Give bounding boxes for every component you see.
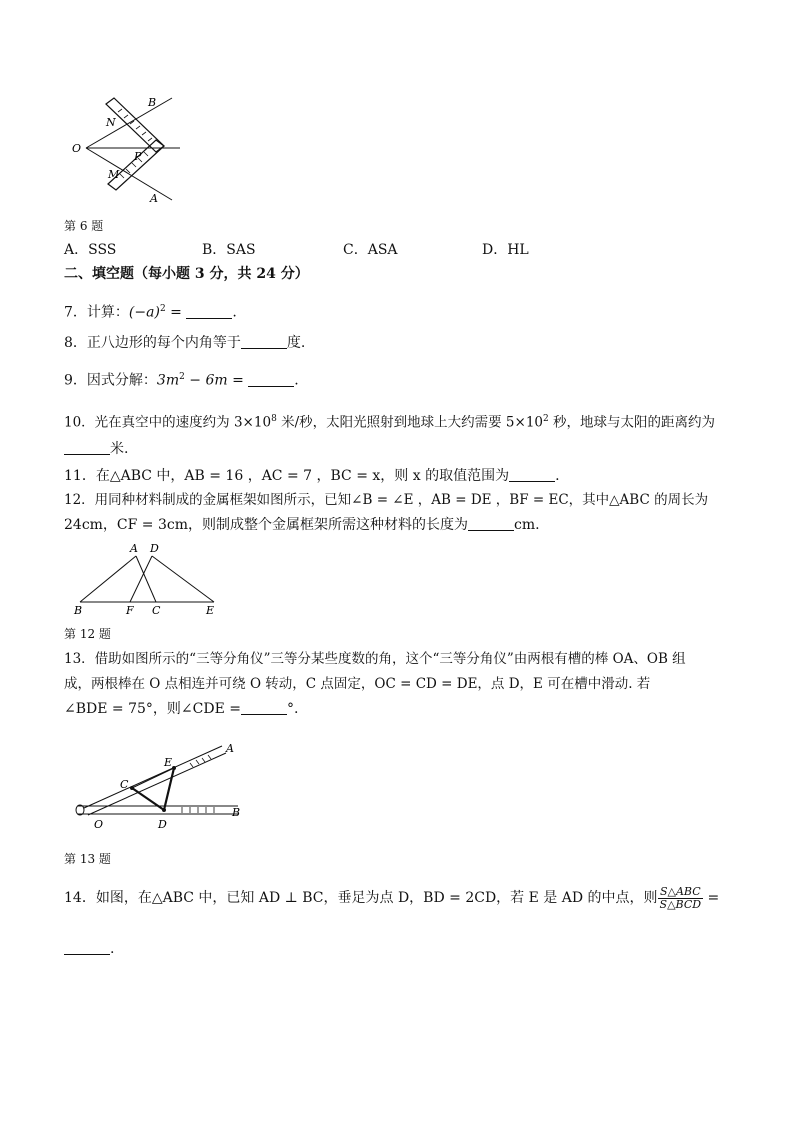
q12-label-E: E — [206, 604, 215, 616]
q6-label-B: B — [148, 96, 157, 109]
q6-label-A: A — [150, 192, 158, 205]
question-12-line2 — [64, 516, 540, 534]
question-7 — [64, 300, 237, 322]
q9-end: . — [294, 372, 299, 389]
q7-text: 7．计算： — [64, 304, 129, 321]
q6-label-P: P — [134, 150, 142, 163]
question-11 — [64, 467, 560, 485]
q12-label-C: C — [152, 604, 161, 616]
question-14-line1 — [64, 880, 719, 916]
q7-expr: (−a) — [128, 304, 160, 321]
q11-end: . — [555, 468, 560, 484]
q10-text-c: 秒，地球与太阳的距离约为 — [548, 414, 716, 431]
q10-exp1: 8 — [271, 414, 277, 424]
q6-options — [64, 241, 564, 259]
q9-answer-blank[interactable] — [248, 372, 294, 387]
q6-caption: 第 6 题 — [64, 219, 104, 233]
q13-label-B: B — [232, 806, 241, 819]
q9-expr2: − 6m = — [184, 372, 249, 389]
q6-label-O: O — [72, 142, 82, 155]
q9-exp: 2 — [179, 372, 185, 382]
q13-label-E: E — [164, 756, 173, 769]
q12-label-D: D — [150, 542, 159, 555]
q8-answer-blank[interactable] — [241, 334, 287, 349]
q8-end: 度. — [286, 335, 306, 351]
q8-text: 8．正八边形的每个内角等于 — [64, 335, 241, 351]
q6-option-b[interactable]: B．SAS — [202, 242, 256, 258]
q12-caption: 第 12 题 — [64, 627, 111, 641]
question-14-line2 — [64, 940, 114, 958]
q14-fraction — [658, 886, 704, 911]
question-12-line1: 12．用同种材料制成的金属框架如图所示，已知∠B = ∠E ，AB = DE ，BF = EC，其中△ABC 的周长为 — [64, 492, 709, 508]
q9-text: 9．因式分解： — [64, 372, 157, 389]
question-13-line1: 13．借助如图所示的“三等分角仪”三等分某些度数的角，这个“三等分角仪”由两根有槽的棒 OA、OB 组 — [64, 651, 686, 667]
q13-text: ∠BDE = 75°，则∠CDE = — [64, 701, 241, 717]
q13-label-O: O — [94, 818, 104, 830]
q10-answer-blank[interactable] — [64, 440, 110, 455]
q6-figure — [68, 90, 198, 210]
question-10-line1 — [64, 410, 715, 432]
q10-text-b: 米/秒，太阳光照射到地球上大约需要 5×10 — [276, 414, 544, 431]
q7-answer-blank[interactable] — [186, 304, 232, 319]
q6-label-M: M — [108, 168, 120, 181]
question-8 — [64, 334, 305, 352]
q10-exp2: 2 — [543, 414, 549, 424]
q13-figure — [70, 738, 250, 830]
q13-label-D: D — [158, 818, 167, 830]
q13-end: °. — [286, 701, 299, 717]
question-13-line2: 成，两根棒在 O 点相连并可绕 O 转动，C 点固定，OC = CD = DE，点 D，E 可在槽中滑动. 若 — [64, 676, 651, 692]
q9-expr1: 3m — [156, 372, 180, 389]
q14-fraction-denominator: S△BCD — [659, 897, 702, 911]
question-13-line3 — [64, 700, 298, 718]
q6-option-d[interactable]: D．HL — [482, 242, 529, 258]
q6-label-N: N — [106, 116, 116, 129]
q7-end: . — [232, 304, 237, 321]
q14-fraction-numerator: S△ABC — [658, 886, 704, 899]
q14-text: 14．如图，在△ABC 中，已知 AD ⊥ BC，垂足为点 D，BD = 2CD，若 E 是 AD 的中点，则 — [64, 890, 658, 906]
q7-exp: 2 — [159, 304, 166, 314]
q10-end: 米. — [110, 441, 129, 457]
q13-caption: 第 13 题 — [64, 852, 111, 866]
q12-label-B: B — [74, 604, 83, 616]
q11-text: 11．在△ABC 中，AB = 16 ，AC = 7 ，BC = x，则 x 的取值范围为 — [64, 468, 510, 484]
question-10-line2 — [64, 440, 128, 458]
q12-label-A: A — [130, 542, 138, 555]
q6-option-c[interactable]: C．ASA — [343, 242, 398, 258]
q12-answer-blank[interactable] — [468, 516, 514, 531]
q13-answer-blank[interactable] — [241, 700, 287, 715]
q13-label-C: C — [120, 778, 129, 791]
q6-option-a[interactable]: A．SSS — [64, 242, 117, 258]
q13-label-A: A — [226, 742, 234, 755]
q11-answer-blank[interactable] — [509, 467, 555, 482]
q14-eq: = — [703, 890, 720, 906]
question-9 — [64, 368, 299, 390]
q14-end: . — [110, 941, 115, 957]
q10-text-a: 10．光在真空中的速度约为 3×10 — [64, 414, 272, 431]
q12-label-F: F — [126, 604, 134, 616]
section2-title: 二、填空题（每小题 3 分，共 24 分） — [64, 266, 309, 282]
q12-end: cm. — [514, 517, 540, 533]
q12-text: 24cm，CF = 3cm，则制成整个金属框架所需这种材料的长度为 — [64, 517, 469, 533]
q12-figure — [66, 540, 226, 616]
q14-answer-blank[interactable] — [64, 940, 110, 955]
q7-eq: = — [165, 304, 187, 321]
